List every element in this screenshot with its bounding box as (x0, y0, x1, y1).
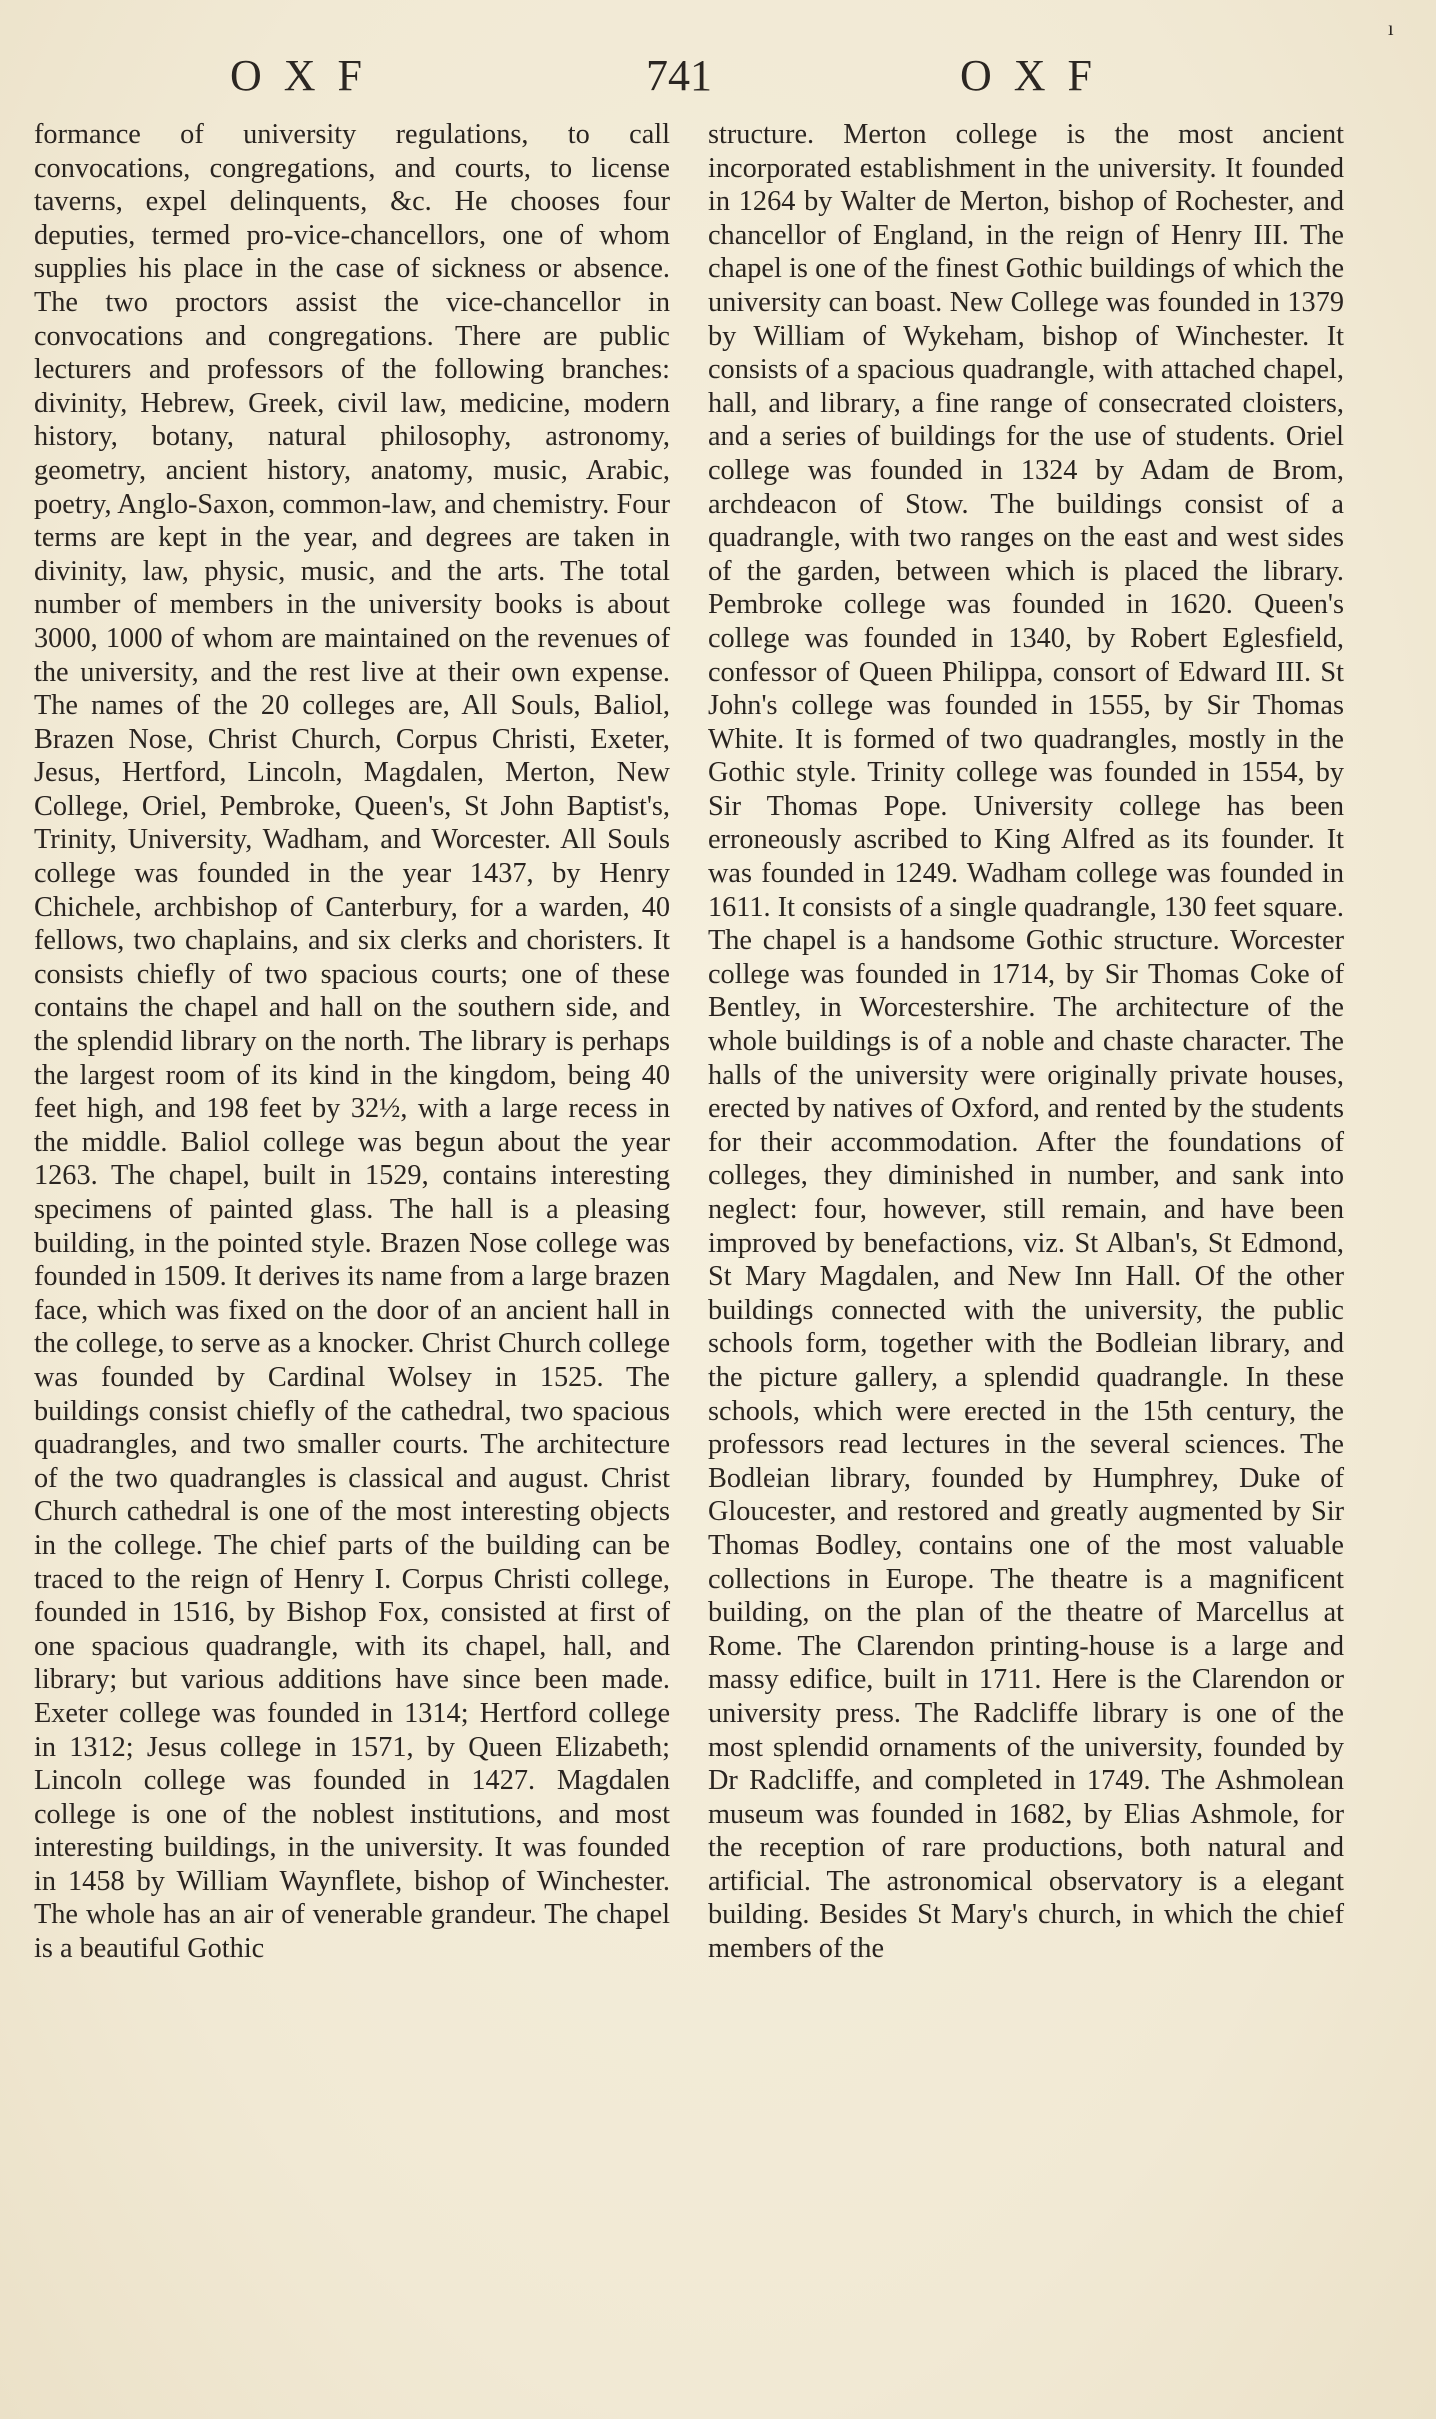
corner-mark: ı (1388, 18, 1394, 40)
page-number: 741 (646, 51, 712, 100)
running-header (0, 50, 1436, 110)
header-left-title: OXF (230, 51, 385, 100)
header-right-title: OXF (960, 51, 1115, 100)
left-column-text: formance of university regulations, to call convocations, congregations, and courts, to license taverns, expel delinquents, &c. He chooses four deputies, termed pro-vice-chancellors, one of whom supplies his place in the case of sickness or absence. The two proctors assist the vice-chancellor in convocations and congregations. There are public lecturers and professors of the following branches: divinity, Hebrew, Greek, civil law, medicine, modern history, botany, natural philosophy, astronomy, geometry, ancient history, anatomy, music, Arabic, poetry, Anglo-Saxon, common-law, and chemistry. Four terms are kept in the year, and degrees are taken in divinity, law, physic, music, and the arts. The total number of members in the university books is about 3000, 1000 of whom are maintained on the revenues of the university, and the rest live at their own expense. The names of the 20 colleges are, All Souls, Baliol, Brazen Nose, Christ Church, Corpus Christi, Exeter, Jesus, Hertford, Lincoln, Magdalen, Merton, New College, Oriel, Pembroke, Queen's, St John Baptist's, Trinity, University, Wadham, and Worcester. All Souls college was founded in the year 1437, by Henry Chichele, archbishop of Canterbury, for a warden, 40 fellows, two chaplains, and six clerks and choristers. It consists chiefly of two spacious courts; one of these contains the chapel and hall on the southern side, and the splendid library on the north. The library is perhaps the largest room of its kind in the kingdom, being 40 feet high, and 198 feet by 32½, with a large recess in the middle. Baliol college was begun about the year 1263. The chapel, built in 1529, contains interesting specimens of painted glass. The hall is a pleasing building, in the pointed style. Brazen Nose college was founded in 1509. It derives its name from a large brazen face, which was fixed on the door of an ancient hall in the college, to serve as a knocker. Christ Church college was founded by Cardinal Wolsey in 1525. The buildings consist chiefly of the cathedral, two spacious quadrangles, and two smaller courts. The architecture of the two quadrangles is classical and august. Christ Church cathedral is one of the most interesting objects in the college. The chief parts of the building can be traced to the reign of Henry I. Corpus Christi college, founded in 1516, by Bishop Fox, consisted at first of one spacious quadrangle, with its chapel, hall, and library; but various additions have since been made. Exeter college was founded in 1314; Hertford college in 1312; Jesus college in 1571, by Queen Elizabeth; Lincoln college was founded in 1427. Magdalen college is one of the noblest institutions, and most interesting buildings, in the university. It was founded in 1458 by William Waynflete, bishop of Winchester. The whole has an air of venerable grandeur. The chapel is a beautiful Gothic (34, 119, 670, 1965)
right-column-text: structure. Merton college is the most ancient incorporated establishment in the university. It founded in 1264 by Walter de Merton, bishop of Rochester, and chancellor of England, in the reign of Henry III. The chapel is one of the finest Gothic buildings of which the university can boast. New College was founded in 1379 by William of Wykeham, bishop of Winchester. It consists of a spacious quadrangle, with attached chapel, hall, and library, a fine range of consecrated cloisters, and a series of buildings for the use of students. Oriel college was founded in 1324 by Adam de Brom, archdeacon of Stow. The buildings consist of a quadrangle, with two ranges on the east and west sides of the garden, between which is placed the library. Pembroke college was founded in 1620. Queen's college was founded in 1340, by Robert Eglesfield, confessor of Queen Philippa, consort of Edward III. St John's college was founded in 1555, by Sir Thomas White. It is formed of two quadrangles, mostly in the Gothic style. Trinity college was founded in 1554, by Sir Thomas Pope. University college has been erroneously ascribed to King Alfred as its founder. It was founded in 1249. Wadham college was founded in 1611. It consists of a single quadrangle, 130 feet square. The chapel is a handsome Gothic structure. Worcester college was founded in 1714, by Sir Thomas Coke of Bentley, in Worcestershire. The architecture of the whole buildings is of a noble and chaste character. The halls of the university were originally private houses, erected by natives of Oxford, and rented by the students for their accommodation. After the foundations of colleges, they diminished in number, and sank into neglect: four, however, still remain, and have been improved by benefactions, viz. St Alban's, St Edmond, St Mary Magdalen, and New Inn Hall. Of the other buildings connected with the university, the public schools form, together with the Bodleian library, and the picture gallery, a splendid quadrangle. In these schools, which were erected in the 15th century, the professors read lectures in the several sciences. The Bodleian library, founded by Humphrey, Duke of Gloucester, and restored and greatly augmented by Sir Thomas Bodley, contains one of the most valuable collections in Europe. The theatre is a magnificent building, on the plan of the theatre of Marcellus at Rome. The Clarendon printing-house is a large and massy edifice, built in 1711. Here is the Clarendon or university press. The Radcliffe library is one of the most splendid ornaments of the university, founded by Dr Radcliffe, and completed in 1749. The Ashmolean museum was founded in 1682, by Elias Ashmole, for the reception of rare productions, both natural and artificial. The astronomical observatory is a elegant building. Besides St Mary's church, in which the chief members of the (708, 119, 1344, 1965)
